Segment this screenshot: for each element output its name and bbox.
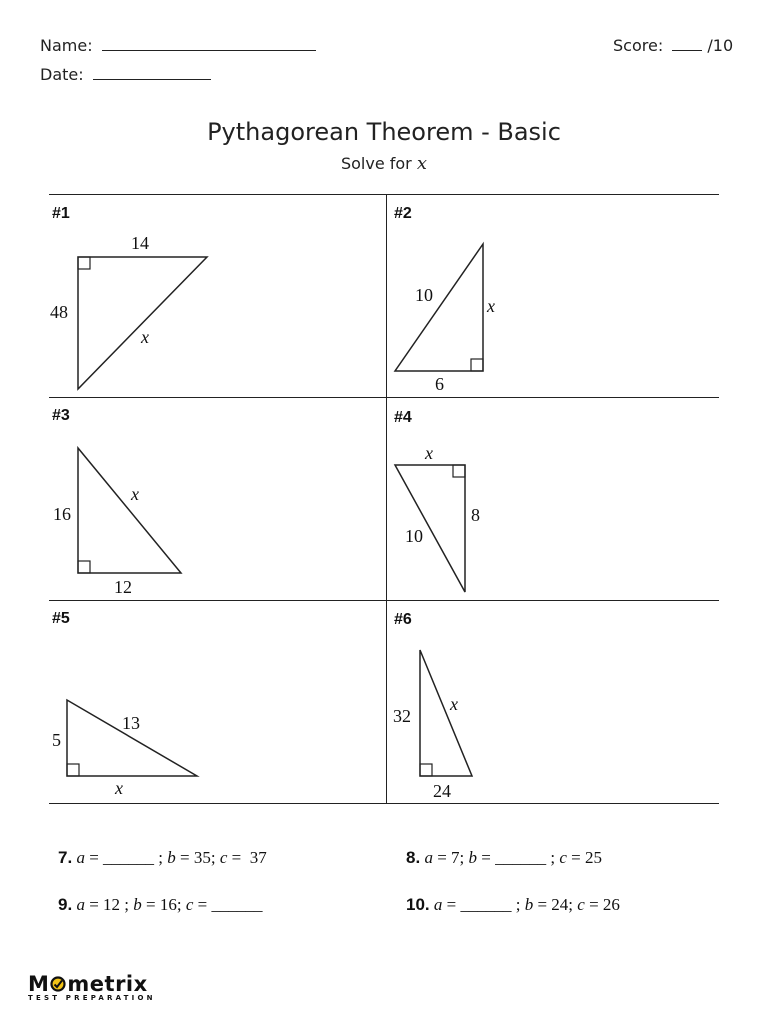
side-label-bottom: x [115, 778, 123, 798]
value-a[interactable]: = ______ ; [442, 895, 525, 914]
question-number: 10. [406, 895, 430, 914]
right-angle-mark [471, 359, 483, 371]
problem-number: #4 [394, 409, 412, 426]
score-total: /10 [707, 36, 734, 55]
side-label-left: 48 [50, 302, 68, 322]
score-label: Score: [613, 36, 664, 55]
right-angle-mark [78, 561, 90, 573]
subtitle-prefix: Solve for [340, 154, 412, 173]
name-label: Name: [40, 36, 93, 55]
logo-o-icon [50, 973, 66, 989]
right-angle-mark [78, 257, 90, 269]
side-label-bottom: 6 [435, 374, 444, 394]
problem-5 [52, 610, 197, 798]
side-label-hypotenuse: x [131, 484, 139, 504]
side-label-right: 8 [471, 505, 480, 525]
page-title: Pythagorean Theorem - Basic [207, 118, 561, 146]
logo-wordmark [28, 972, 156, 996]
value-c[interactable]: = ______ [193, 895, 263, 914]
question-7 [58, 848, 267, 868]
value-b: = 35; [175, 848, 220, 867]
var-b: b [468, 848, 477, 867]
var-a: a [424, 848, 433, 867]
problem-3 [52, 407, 181, 597]
value-c: = 26 [584, 895, 620, 914]
side-label-hypotenuse: x [450, 694, 458, 714]
question-10 [406, 895, 620, 915]
logo-letter-m: M [28, 972, 50, 996]
value-b: = 24; [533, 895, 578, 914]
var-b: b [133, 895, 142, 914]
value-b[interactable]: = ______ ; [477, 848, 560, 867]
right-angle-mark [67, 764, 79, 776]
date-label: Date: [40, 65, 84, 84]
var-c: c [559, 848, 567, 867]
var-a: a [76, 848, 85, 867]
value-a: = 12 ; [84, 895, 134, 914]
logo-letters: metrix [67, 972, 148, 996]
brand-logo [28, 972, 156, 1002]
var-a: a [433, 895, 443, 914]
value-c: = 25 [566, 848, 602, 867]
value-a[interactable]: = ______ ; [84, 848, 168, 867]
side-label-top: x [425, 443, 433, 463]
problem-number: #5 [52, 610, 70, 627]
side-label-left: 32 [393, 706, 411, 726]
right-angle-mark [420, 764, 432, 776]
var-a: a [76, 895, 85, 914]
var-c: c [577, 895, 585, 914]
var-b: b [167, 848, 176, 867]
var-b: b [524, 895, 534, 914]
triangle [78, 257, 207, 389]
problem-1 [50, 205, 207, 389]
problem-number: #6 [394, 611, 412, 628]
value-b: = 16; [141, 895, 186, 914]
side-label-hypotenuse: 10 [405, 526, 423, 546]
value-a: = 7; [432, 848, 469, 867]
question-number: 7. [58, 848, 73, 867]
question-8 [406, 848, 602, 868]
problem-2 [394, 205, 495, 394]
question-9 [58, 895, 262, 915]
problem-4 [394, 409, 480, 592]
question-number: 9. [58, 895, 73, 914]
right-angle-mark [453, 465, 465, 477]
triangle [420, 650, 472, 776]
problem-number: #3 [52, 407, 70, 424]
triangle [78, 448, 181, 573]
side-label-bottom: 24 [433, 781, 451, 801]
side-label-hypotenuse: 13 [122, 713, 140, 733]
problem-number: #1 [52, 205, 70, 222]
side-label-top: 14 [131, 233, 149, 253]
triangle [67, 700, 197, 776]
side-label-left: 16 [53, 504, 71, 524]
value-c: = 37 [227, 848, 267, 867]
side-label-right: x [487, 296, 495, 316]
side-label-hypotenuse: 10 [415, 285, 433, 305]
logo-tagline: TEST PREPARATION [28, 994, 156, 1002]
side-label-hypotenuse: x [141, 327, 149, 347]
side-label-bottom: 12 [114, 577, 132, 597]
triangle [395, 244, 483, 371]
question-number: 8. [406, 848, 421, 867]
side-label-left: 5 [52, 730, 61, 750]
problem-number: #2 [394, 205, 412, 222]
subtitle-variable: x [416, 153, 428, 174]
problem-6 [393, 611, 472, 801]
var-c: c [185, 895, 194, 914]
var-c: c [219, 848, 228, 867]
